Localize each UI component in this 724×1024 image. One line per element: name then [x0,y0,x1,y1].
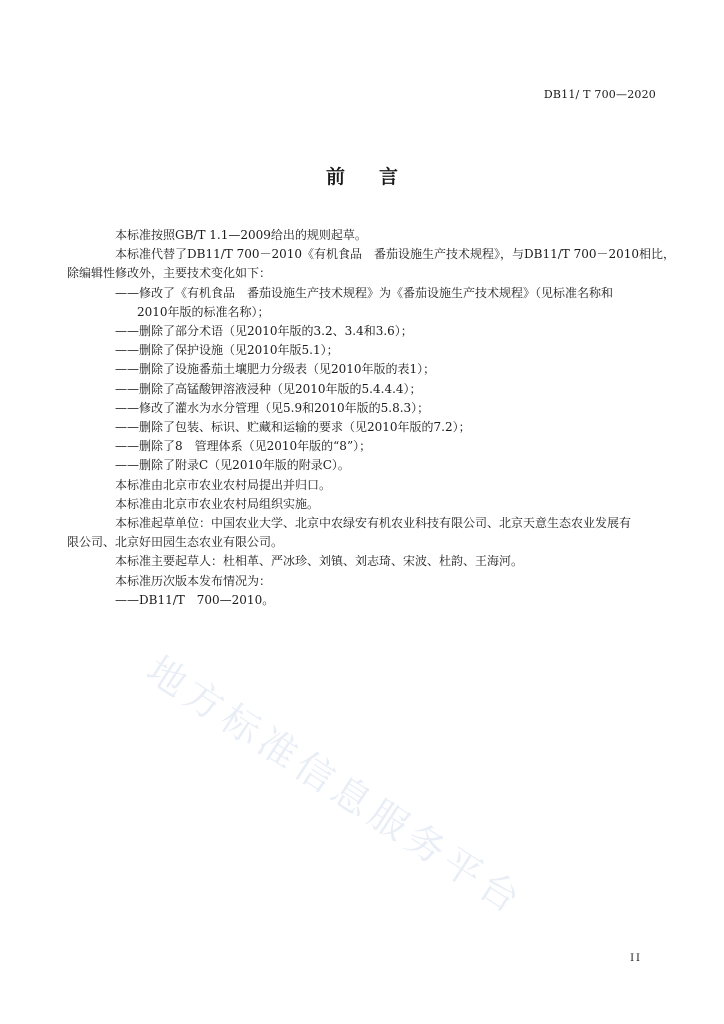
watermark: 地方标准信息服务平台 [139,647,533,925]
change-item: ——删除了包装、标识、贮藏和运输的要求（见2010年版的7.2）； [115,420,471,435]
paragraph-drafting-rules: 本标准按照GB/T 1.1—2009给出的规则起草。 [115,228,367,242]
change-item: ——修改了《有机食品 番茄设施生产技术规程》为《番茄设施生产技术规程》（见标准名称和 [115,285,614,300]
foreword-body [67,226,676,610]
change-item: ——删除了设施番茄土壤肥力分级表（见2010年版的表1）； [115,362,436,377]
paragraph-history: 本标准历次版本发布情况为： [115,573,272,588]
paragraph-replaces-line1: 本标准代替了DB11/T 700－2010《有机食品 番茄设施生产技术规程》，与DB11/T 700－2010相比， [115,247,676,262]
change-item: ——删除了部分术语（见2010年版的3.2、3.4和3.6）； [115,324,413,339]
change-item-continuation: 2010年版的标准名称）； [137,304,270,319]
document-code: DB11/ T 700—2020 [543,88,656,101]
paragraph-drafters: 本标准主要起草人：杜相革、严冰珍、刘镇、刘志琦、宋波、杜韵、王海河。 [115,554,524,569]
change-item: ——删除了高锰酸钾溶液浸种（见2010年版的5.4.4.4）； [115,381,422,396]
paragraph-drafting-units-line1: 本标准起草单位：中国农业大学、北京中农绿安有机农业科技有限公司、北京天意生态农业发展有 [115,516,632,531]
change-item: ——删除了保护设施（见2010年版5.1）； [115,343,339,358]
paragraph-proposer: 本标准由北京市农业农村局提出并归口。 [115,477,332,492]
paragraph-implementer: 本标准由北京市农业农村局组织实施。 [115,496,320,511]
page-number: II [630,953,642,964]
page-title: 前言 [325,166,432,188]
paragraph-replaces-line2: 除编辑性修改外，主要技术变化如下： [67,266,272,281]
paragraph-drafting-units-line2: 限公司、北京好田园生态农业有限公司。 [67,535,284,550]
change-item: ——删除了附录C（见2010年版的附录C）。 [115,458,350,473]
change-item: ——删除了8 管理体系（见2010年版的“8”）； [115,439,372,454]
change-item: ——修改了灌水为水分管理（见5.9和2010年版的5.8.3）； [115,400,430,415]
history-item: ——DB11/T 700—2010。 [115,592,275,607]
